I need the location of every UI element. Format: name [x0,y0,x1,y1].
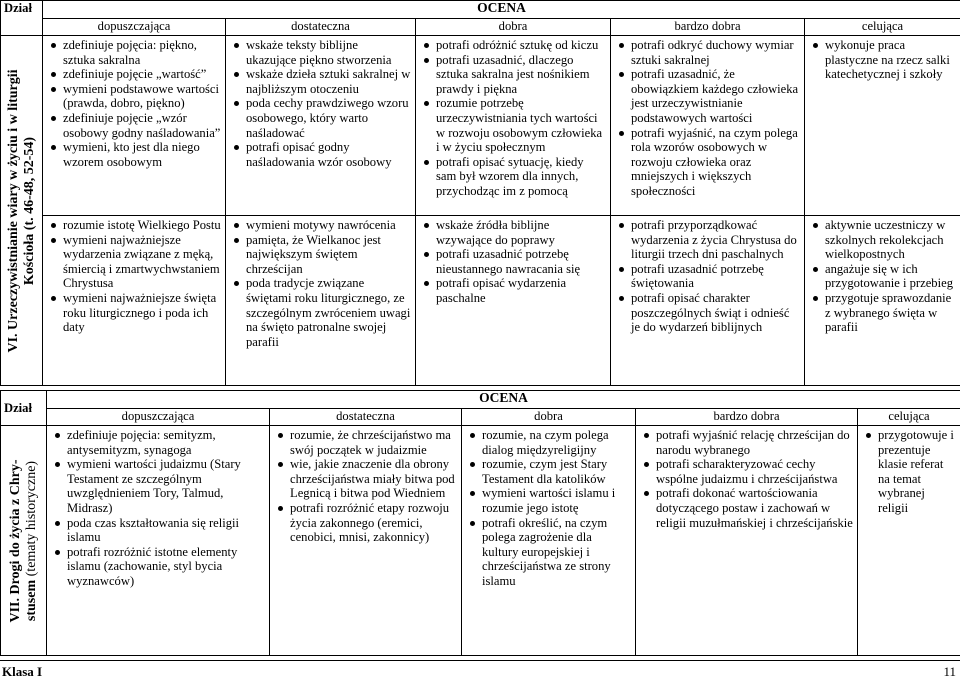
list-item: potrafi opisać wydarzenia paschalne [436,276,606,305]
list-item: wymieni motywy nawrócenia [246,218,411,233]
list-item: potrafi opisać charakter poszczególnych świąt i odnieść je do wydarzeń biblijnych [631,291,800,335]
list-item: rozumie, na czym polega dialog międzyreligijny [482,428,631,457]
cell-s2r1-bardzo-dobra [636,426,858,656]
dzial-header-2: Dział [1,391,47,426]
list-item: zdefiniuje pojęcia: semityzm, antysemityzm, synagoga [67,428,265,457]
list-item: poda tradycje związane świętami roku liturgicznego, ze szczególnym zwróceniem uwagi na święto patronalne swojej parafii [246,276,411,349]
section-vii-table [0,390,960,656]
section-title-line2-rest: (tematy historyczne) [24,460,39,579]
list-item: wymieni podstawowe wartości (prawda, dobro, piękno) [63,82,221,111]
section-title-line1: VI. Urzeczywistnianie wiary w życiu i w liturgii [6,41,22,381]
cell-s1r1-celujaca [805,36,960,216]
grade-header-dopuszczajaca: dopuszczająca [43,19,226,36]
dzial-header: Dział [1,1,43,36]
grade-header-bardzo-dobra-2: bardzo dobra [636,409,858,426]
section-title-line2: Kościoła (t. 46-48, 52-54) [22,41,38,381]
cell-s2r1-dostateczna [270,426,462,656]
cell-s1r2-dopuszczajaca [43,216,226,386]
grade-header-celujaca: celująca [805,19,960,36]
section-title-cell-2 [1,426,47,656]
cell-s1r1-dopuszczajaca [43,36,226,216]
grade-header-dopuszczajaca-2: dopuszczająca [47,409,270,426]
list-item: wie, jakie znaczenie dla obrony chrześcijaństwa miały bitwa pod Legnicą i bitwa pod Wiedniem [290,457,457,501]
list-item: wskaże teksty biblijne ukazujące piękno stworzenia [246,38,411,67]
list-item: potrafi uzasadnić potrzebę nieustannego nawracania się [436,247,606,276]
list-item: przygotowuje i prezentuje klasie referat na temat wybranej religii [878,428,956,516]
grade-header-bardzo-dobra: bardzo dobra [611,19,805,36]
cell-s1r2-bardzo-dobra [611,216,805,386]
list-item: potrafi uzasadnić, że obowiązkiem każdego człowieka jest urzeczywistnianie podstawowych wartości [631,67,800,125]
list-item: wskaże dzieła sztuki sakralnej w najbliższym otoczeniu [246,67,411,96]
list-item: potrafi odkryć duchowy wymiar sztuki sakralnej [631,38,800,67]
list-item: wymieni wartości judaizmu (Stary Testament ze szczególnym uwzględnieniem Tory, Talmud, Midrasz) [67,457,265,515]
cell-s1r1-dostateczna [226,36,416,216]
cell-s2r1-dopuszczajaca [47,426,270,656]
ocena-header-2: OCENA [47,391,960,409]
list-item: zdefiniuje pojęcie „wartość” [63,67,221,82]
cell-s1r1-dobra [416,36,611,216]
cell-s1r2-dobra [416,216,611,386]
list-item: wymieni, kto jest dla niego wzorem osobowym [63,140,221,169]
list-item: poda cechy prawdziwego wzoru osobowego, który warto naśladować [246,96,411,140]
section-title-cell [1,36,43,386]
list-item: potrafi odróżnić sztukę od kiczu [436,38,606,53]
list-item: potrafi opisać godny naśladowania wzór osobowy [246,140,411,169]
grade-header-dostateczna: dostateczna [226,19,416,36]
cell-s1r2-dostateczna [226,216,416,386]
list-item: zdefiniuje pojęcia: piękno, sztuka sakralna [63,38,221,67]
list-item: potrafi wyjaśnić, na czym polega rola wzorów osobowych w rozwoju człowieka oraz mniejszych i większych społeczności [631,126,800,199]
grade-header-celujaca-2: celująca [858,409,960,426]
cell-s1r1-bardzo-dobra [611,36,805,216]
grade-header-dobra: dobra [416,19,611,36]
list-item: poda czas kształtowania się religii islamu [67,516,265,545]
grade-header-dostateczna-2: dostateczna [270,409,462,426]
section-title-line2-bold: stusem [24,579,39,620]
list-item: potrafi przyporządkować wydarzenia z życia Chrystusa do liturgii trzech dni paschalnych [631,218,800,262]
list-item: zdefiniuje pojęcie „wzór osobowy godny naśladowania” [63,111,221,140]
list-item: wymieni najważniejsze święta roku liturgicznego i poda ich daty [63,291,221,335]
list-item: potrafi scharakteryzować cechy wspólne judaizmu i chrześcijaństwa [656,457,853,486]
list-item: wskaże źródła biblijne wzywające do poprawy [436,218,606,247]
list-item: wymieni wartości islamu i rozumie jego istotę [482,486,631,515]
cell-s2r1-celujaca [858,426,960,656]
list-item: potrafi rozróżnić istotne elementy islamu (zachowanie, styl bycia wyznawców) [67,545,265,589]
list-item: przygotuje sprawozdanie z wybranego święta w parafii [825,291,956,335]
list-item: angażuje się w ich przygotowanie i przebieg [825,262,956,291]
list-item: potrafi uzasadnić, dlaczego sztuka sakralna jest nośnikiem prawdy i piękna [436,53,606,97]
section-title-line1-2: VII. Drogi do życia z Chry- [8,431,24,651]
list-item: potrafi opisać sytuację, kiedy sam był wzorem dla innych, przychodząc im z pomocą [436,155,606,199]
list-item: aktywnie uczestniczy w szkolnych rekolekcjach wielkopostnych [825,218,956,262]
list-item: potrafi wyjaśnić relację chrześcijan do narodu wybranego [656,428,853,457]
list-item: wykonuje praca plastyczne na rzecz salki katechetycznej i szkoły [825,38,956,82]
page-number: 11 [943,664,956,680]
list-item: potrafi uzasadnić potrzebę świętowania [631,262,800,291]
list-item: wymieni najważniejsze wydarzenia związane z męką, śmiercią i zmartwychwstaniem Chrystusa [63,233,221,291]
cell-s1r2-celujaca [805,216,960,386]
list-item: rozumie, czym jest Stary Testament dla katolików [482,457,631,486]
list-item: rozumie, że chrześcijaństwo ma swój początek w judaizmie [290,428,457,457]
ocena-header: OCENA [43,1,960,19]
list-item: potrafi rozróżnić etapy rozwoju życia zakonnego (eremici, cenobici, mnisi, zakonnicy) [290,501,457,545]
list-item: pamięta, że Wielkanoc jest największym świętem chrześcijan [246,233,411,277]
page-footer [0,660,960,681]
cell-s2r1-dobra [462,426,636,656]
list-item: rozumie istotę Wielkiego Postu [63,218,221,233]
list-item: potrafi określić, na czym polega zagrożenie dla kultury europejskiej i chrześcijaństwa ze strony islamu [482,516,631,589]
grade-header-dobra-2: dobra [462,409,636,426]
list-item: potrafi dokonać wartościowania dotyczącego postaw i zachowań w religii muzułmańskiej i chrześcijańskie [656,486,853,530]
footer-class-label: Klasa I [2,664,42,680]
list-item: rozumie potrzebę urzeczywistniania tych wartości w rozwoju osobowym człowieka i w życiu społecznym [436,96,606,154]
